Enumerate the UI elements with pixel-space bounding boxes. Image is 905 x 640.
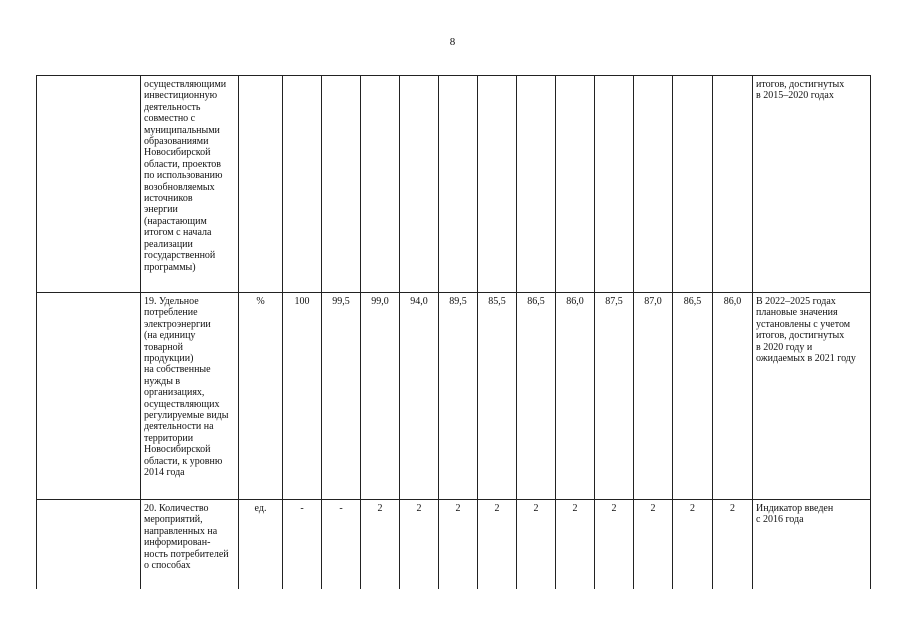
value-cell	[283, 76, 322, 293]
value-cell	[595, 76, 634, 293]
value-cell	[439, 76, 478, 293]
value-cell: 87,0	[634, 293, 673, 500]
indicator-table	[36, 75, 871, 589]
value-cell: 2	[556, 500, 595, 590]
value-cell	[322, 76, 361, 293]
indicator-name-cell: 19. Удельное потребление электроэнергии (на единицу товарной продукции) на собственные нужды в организациях, осуществляющих регулируемые виды деятельности на территории Новосибирской области, к уровню 2014 года	[141, 293, 239, 500]
value-cell	[361, 76, 400, 293]
value-cell: 2	[478, 500, 517, 590]
value-cell	[673, 76, 713, 293]
indicator-name-cell: осуществляющими инвестиционную деятельность совместно с муниципальными образованиями Новосибирской области, проектов по использованию возобновляемых источников энергии (нарастающим итогом с начала реализации государственной программы)	[141, 76, 239, 293]
value-cell	[713, 76, 753, 293]
unit-cell: %	[239, 293, 283, 500]
value-cell: 2	[517, 500, 556, 590]
value-cell: 2	[713, 500, 753, 590]
goal-cell	[37, 500, 141, 590]
table-row	[37, 76, 871, 293]
value-cell	[517, 76, 556, 293]
value-cell	[478, 76, 517, 293]
note-cell: итогов, достигнутых в 2015–2020 годах	[753, 76, 871, 293]
table-row	[37, 293, 871, 500]
indicator-name-cell: 20. Количество мероприятий, направленных на информирован- ность потребителей о способах	[141, 500, 239, 590]
unit-cell	[239, 76, 283, 293]
note-cell: В 2022–2025 годах плановые значения установлены с учетом итогов, достигнутых в 2020 году и ожидаемых в 2021 году	[753, 293, 871, 500]
value-cell	[556, 76, 595, 293]
note-cell: Индикатор введен с 2016 года	[753, 500, 871, 590]
goal-cell	[37, 293, 141, 500]
value-cell: 85,5	[478, 293, 517, 500]
value-cell: -	[322, 500, 361, 590]
goal-cell	[37, 76, 141, 293]
value-cell: 2	[673, 500, 713, 590]
value-cell: 100	[283, 293, 322, 500]
value-cell: 2	[439, 500, 478, 590]
value-cell: 99,5	[322, 293, 361, 500]
value-cell: -	[283, 500, 322, 590]
value-cell: 86,5	[673, 293, 713, 500]
value-cell: 99,0	[361, 293, 400, 500]
value-cell: 86,0	[713, 293, 753, 500]
value-cell	[634, 76, 673, 293]
unit-cell: ед.	[239, 500, 283, 590]
value-cell: 2	[400, 500, 439, 590]
value-cell: 87,5	[595, 293, 634, 500]
value-cell: 2	[634, 500, 673, 590]
value-cell: 94,0	[400, 293, 439, 500]
value-cell: 86,5	[517, 293, 556, 500]
value-cell: 89,5	[439, 293, 478, 500]
table-row	[37, 500, 871, 590]
value-cell: 86,0	[556, 293, 595, 500]
value-cell: 2	[595, 500, 634, 590]
value-cell: 2	[361, 500, 400, 590]
page-number: 8	[449, 36, 456, 48]
value-cell	[400, 76, 439, 293]
